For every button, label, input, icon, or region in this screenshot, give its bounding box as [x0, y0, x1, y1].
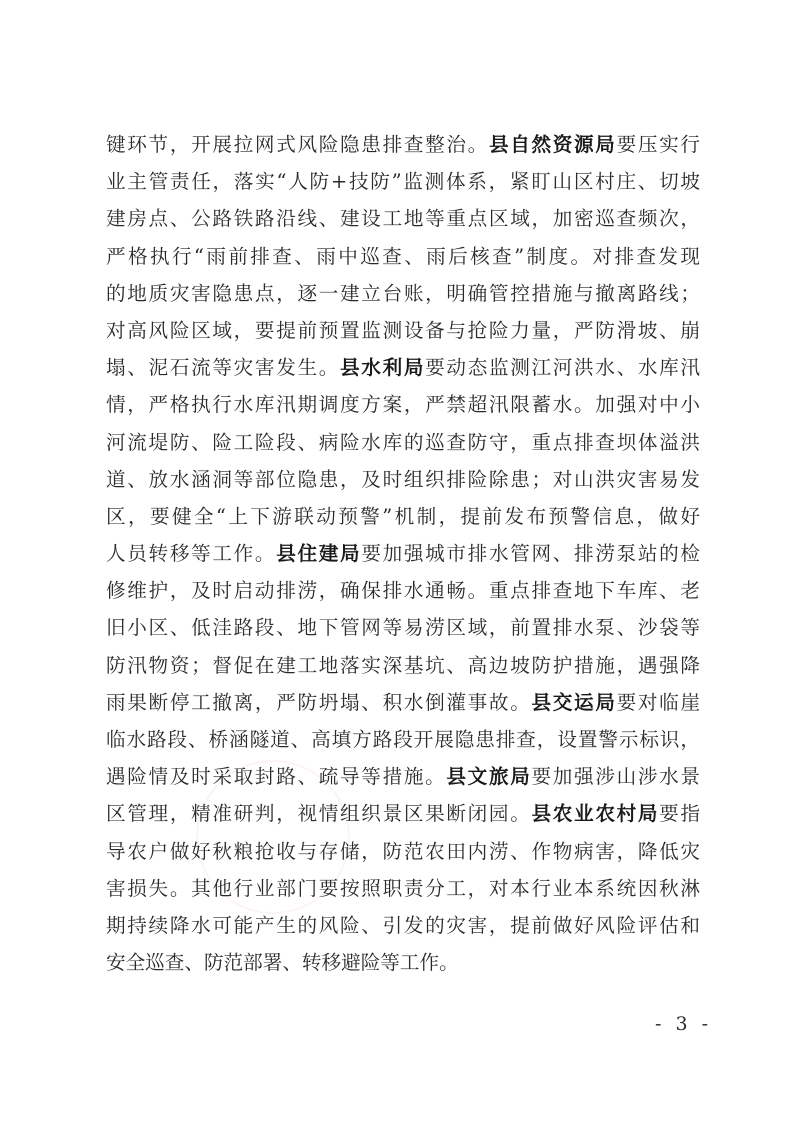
text-line — [106, 275, 700, 312]
text-line — [106, 312, 700, 349]
text-run: 害损失。其他行业部门要按照职责分工，对本行业本系统因秋淋 — [106, 876, 700, 900]
page-number: - 3 - — [655, 1013, 713, 1035]
text-line — [106, 386, 700, 423]
text-run: 区，要健全“上下游联动预警”机制，提前发布预警信息，做好 — [106, 504, 700, 528]
text-line — [106, 684, 700, 721]
text-run: 的地质灾害隐患点，逐一建立台账，明确管控措施与撤离路线； — [106, 281, 700, 305]
text-line — [106, 126, 700, 163]
text-run: 要加强城市排水管网、排涝泵站的检 — [361, 542, 701, 566]
text-run: 遇险情及时采取封路、疏导等措施。 — [106, 765, 447, 789]
text-run: 雨果断停工撤离，严防坍塌、积水倒灌事故。 — [106, 690, 532, 714]
department-name: 县农业农村局 — [531, 802, 660, 826]
text-line — [106, 572, 700, 609]
text-line — [106, 609, 700, 646]
text-line — [106, 721, 700, 758]
text-line — [106, 424, 700, 461]
department-name: 县交运局 — [531, 690, 617, 714]
text-line — [106, 795, 700, 832]
text-run: 河流堤防、险工险段、病险水库的巡查防守，重点排查坝体溢洪 — [106, 430, 700, 454]
text-line — [106, 498, 700, 535]
text-line — [106, 461, 700, 498]
text-run: 区管理，精准研判，视情组织景区果断闭园。 — [106, 802, 532, 826]
text-run: 道、放水涵洞等部位隐患，及时组织排险除患；对山洪灾害易发 — [106, 467, 700, 491]
department-name: 县自然资源局 — [488, 133, 617, 156]
text-run: 建房点、公路铁路沿线、建设工地等重点区域，加密巡查频次， — [106, 207, 700, 231]
department-name: 县住建局 — [276, 542, 362, 566]
text-run: 要压实行 — [616, 133, 701, 156]
text-run: 要对临崖 — [616, 690, 701, 714]
text-line — [106, 647, 700, 684]
text-run: 人员转移等工作。 — [106, 542, 277, 566]
department-name: 县水利局 — [340, 356, 426, 380]
text-line — [106, 944, 700, 981]
text-run: 临水路段、桥涵隧道、高填方路段开展隐患排查，设置警示标识， — [106, 728, 700, 751]
text-line — [106, 238, 700, 275]
department-name: 县文旅局 — [446, 765, 532, 789]
text-line — [106, 163, 700, 200]
text-line — [106, 200, 700, 237]
text-line — [106, 758, 700, 795]
text-run: 键环节，开展拉网式风险隐患排查整治。 — [106, 133, 489, 156]
text-run: 塌、泥石流等灾害发生。 — [106, 356, 341, 380]
text-run: 严格执行“雨前排查、雨中巡查、雨后核查”制度。对排查发现 — [106, 244, 700, 268]
text-run: 业主管责任，落实“人防+技防”监测体系，紧盯山区村庄、切坡 — [106, 170, 700, 194]
text-line — [106, 349, 700, 386]
text-run: 防汛物资；督促在建工地落实深基坑、高边坡防护措施，遇强降 — [106, 653, 700, 677]
text-run: 期持续降水可能产生的风险、引发的灾害，提前做好风险评估和 — [106, 913, 700, 937]
text-line — [106, 870, 700, 907]
text-run: 要指 — [659, 802, 701, 826]
body-paragraph — [106, 126, 700, 981]
text-run: 旧小区、低洼路段、地下管网等易涝区域，前置排水泵、沙袋等 — [106, 616, 700, 640]
text-run: 对高风险区域，要提前预置监测设备与抢险力量，严防滑坡、崩 — [106, 318, 700, 342]
text-run: 导农户做好秋粮抢收与存储，防范农田内涝、作物病害，降低灾 — [106, 839, 700, 863]
text-run: 要加强涉山涉水景 — [531, 765, 701, 789]
text-line — [106, 907, 700, 944]
text-run: 安全巡查、防范部署、转移避险等工作。 — [106, 951, 459, 975]
text-run: 要动态监测江河洪水、水库汛 — [425, 356, 701, 380]
text-line — [106, 833, 700, 870]
text-run: 情，严格执行水库汛期调度方案，严禁超汛限蓄水。加强对中小 — [106, 393, 700, 417]
text-line — [106, 535, 700, 572]
text-run: 修维护，及时启动排涝，确保排水通畅。重点排查地下车库、老 — [106, 579, 700, 603]
